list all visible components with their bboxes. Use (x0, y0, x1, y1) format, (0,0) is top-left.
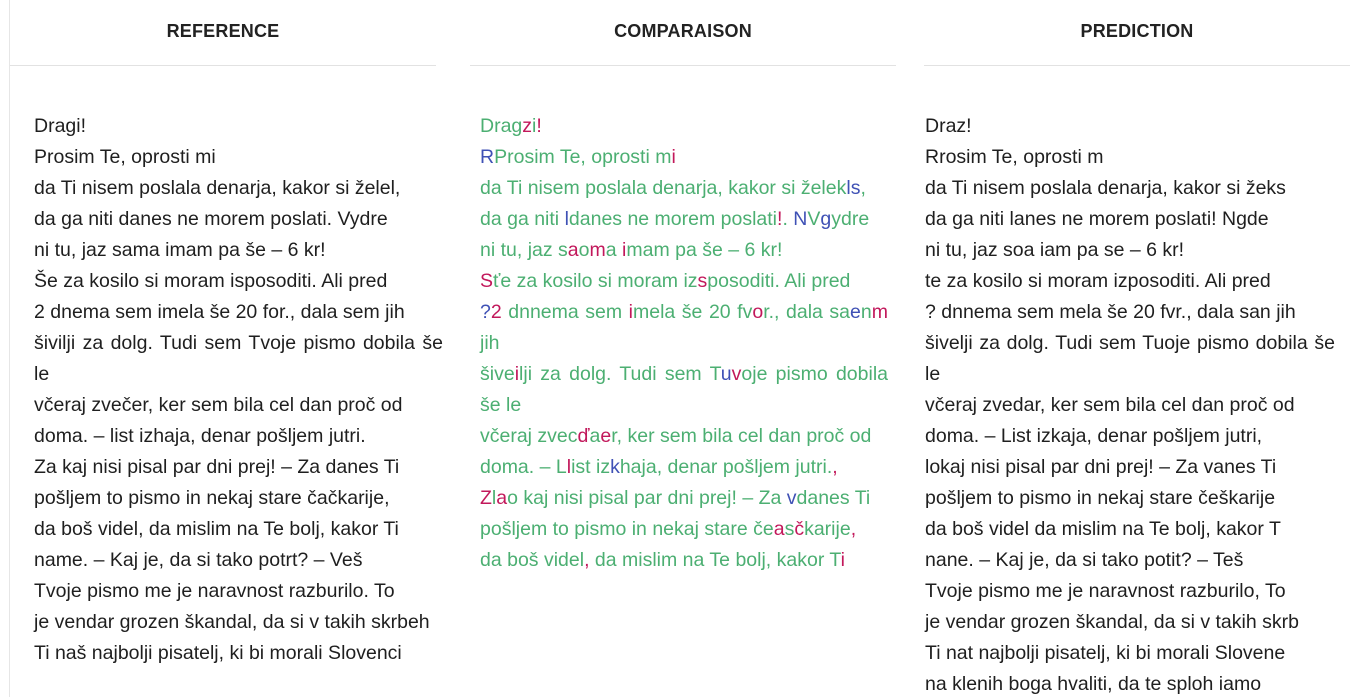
insertion-segment: v (731, 363, 742, 385)
match-segment: ni tu, jaz s (480, 239, 568, 261)
comparison-line (480, 359, 888, 421)
reference-line: Še za kosilo si moram isposoditi. Ali pred (34, 270, 388, 292)
prediction-line: da ga niti lanes ne morem poslati! Ngde (925, 208, 1269, 230)
match-segment: jih (480, 332, 500, 354)
reference-line: je vendar grozen škandal, da si v takih skrbeh (34, 611, 430, 633)
match-segment: r, ker sem bila cel dan proč od (611, 425, 872, 447)
match-segment: danes Ti (796, 487, 871, 509)
insertion-segment: i (622, 239, 627, 261)
prediction-column (925, 0, 1350, 700)
match-segment: da Ti nisem poslala denarja, kakor si želek (480, 177, 847, 199)
prediction-line: ? dnnema sem mela še 20 fvr., dala san jih (925, 301, 1296, 323)
reference-line: da Ti nisem poslala denarja, kakor si želel, (34, 177, 401, 199)
comparison-line (480, 545, 888, 576)
match-segment: karije (804, 518, 851, 540)
reference-text (10, 66, 443, 669)
match-segment: včeraj zvec (480, 425, 578, 447)
insertion-segment: m (589, 239, 606, 261)
match-segment: o (578, 239, 590, 261)
comparison-line (480, 421, 888, 452)
insertion-segment: 2 (490, 301, 502, 323)
comparison-line (480, 514, 888, 545)
comparison-line (480, 173, 888, 204)
deletion-segment: e (850, 301, 861, 323)
comparison-text (470, 66, 888, 576)
match-segment: oje pismo dobila še le (480, 363, 889, 416)
deletion-segment: k (610, 456, 620, 478)
insertion-segment: i (671, 146, 676, 168)
comparison-line (480, 204, 888, 235)
match-segment: e za kosilo si moram iz (500, 270, 698, 292)
match-segment: o kaj nisi pisal par dni prej! – Za (507, 487, 787, 509)
match-segment: l (491, 487, 497, 509)
match-segment: lji za dolg. Tudi sem T (519, 363, 721, 385)
reference-line: Za kaj nisi pisal par dni prej! – Za danes Ti (34, 456, 400, 478)
match-segment: haja, denar pošljem jutri. (619, 456, 833, 478)
reference-line: Dragi! (34, 115, 87, 137)
prediction-line: doma. – List izkaja, denar pošljem jutri, (925, 425, 1263, 447)
prediction-line: je vendar grozen škandal, da si v takih skrb (925, 611, 1299, 633)
match-segment: n (860, 301, 872, 323)
prediction-line: nane. – Kaj je, da si tako potit? – Teš (925, 549, 1244, 571)
deletion-segment: ls (846, 177, 861, 199)
deletion-segment: N (793, 208, 808, 230)
reference-line: da boš videl, da mislim na Te bolj, kakor Ti (34, 518, 399, 540)
reference-line: Tvoje pismo me je naravnost razburilo. To (34, 580, 395, 602)
insertion-segment: m (871, 301, 888, 323)
match-segment: a (605, 239, 623, 261)
match-segment: mam pa še – 6 kr! (626, 239, 783, 261)
prediction-line: Draz! (925, 115, 972, 137)
prediction-line: včeraj zvedar, ker sem bila cel dan proč od (925, 394, 1295, 416)
deletion-segment: u (720, 363, 732, 385)
deletion-segment: R (480, 146, 495, 168)
insertion-segment: a (567, 239, 579, 261)
insertion-segment: S (480, 270, 494, 292)
comparison-line (480, 452, 888, 483)
insertion-segment: i (628, 301, 633, 323)
reference-column (10, 0, 443, 669)
prediction-line: Tvoje pismo me je naravnost razburilo, To (925, 580, 1286, 602)
prediction-line: da Ti nisem poslala denarja, kakor si žeks (925, 177, 1286, 199)
match-segment: posoditi. Ali pred (707, 270, 851, 292)
comparison-line (480, 483, 888, 514)
insertion-segment: a (496, 487, 508, 509)
insertion-segment: ! (536, 115, 542, 137)
insertion-segment: ! (777, 208, 783, 230)
match-segment: i (532, 115, 537, 137)
reference-line: name. – Kaj je, da si tako potrt? – Veš (34, 549, 363, 571)
prediction-text (925, 66, 1335, 700)
comparison-column (470, 0, 896, 576)
match-segment: šive (480, 363, 515, 385)
match-segment: pošljem to pismo in nekaj stare če (480, 518, 774, 540)
comparison-line (480, 111, 888, 142)
reference-line: 2 dnema sem imela še 20 for., dala sem jih (34, 301, 405, 323)
match-segment: V (807, 208, 821, 230)
match-segment: Drag (480, 115, 523, 137)
reference-line: šivilji za dolg. Tudi sem Tvoje pismo dobila še le (34, 332, 443, 385)
prediction-line: pošljem to pismo in nekaj stare češkarije (925, 487, 1276, 509)
prediction-line: Ti nat najbolji pisatelj, ki bi morali Slovene (925, 642, 1286, 664)
comparison-line (480, 266, 888, 297)
comparison-line (480, 142, 888, 173)
match-segment: mela še 20 fv (633, 301, 753, 323)
comparison-line (480, 297, 888, 359)
match-segment: . (782, 208, 794, 230)
insertion-segment: o (752, 301, 764, 323)
reference-line: pošljem to pismo in nekaj stare čačkarije, (34, 487, 390, 509)
match-segment: Prosim Te, oprosti m (494, 146, 672, 168)
reference-line: Prosim Te, oprosti mi (34, 146, 216, 168)
insertion-segment: s (697, 270, 708, 292)
comparison-line (480, 235, 888, 266)
insertion-segment: e (600, 425, 612, 447)
deletion-segment: v (786, 487, 797, 509)
match-segment: ť (493, 270, 501, 292)
match-segment: da ga niti (480, 208, 565, 230)
insertion-segment: Z (480, 487, 492, 509)
match-segment: , (860, 177, 866, 199)
insertion-segment: i (840, 549, 845, 571)
prediction-header: PREDICTION (924, 0, 1350, 66)
match-segment: ist iz (571, 456, 611, 478)
prediction-line: te za kosilo si moram izposoditi. Ali pred (925, 270, 1271, 292)
insertion-segment: ď (577, 425, 590, 447)
prediction-line: Rrosim Te, oprosti m (925, 146, 1104, 168)
deletion-segment: ? (480, 301, 491, 323)
insertion-segment: z (522, 115, 533, 137)
match-segment: s (784, 518, 795, 540)
match-segment: ydre (831, 208, 870, 230)
insertion-segment: , (584, 549, 590, 571)
prediction-line: ni tu, jaz soa iam pa se – 6 kr! (925, 239, 1185, 261)
insertion-segment: l (566, 456, 572, 478)
insertion-segment: , (850, 518, 857, 540)
match-segment: da mislim na Te bolj, kakor T (589, 549, 841, 571)
match-segment: a (589, 425, 601, 447)
reference-line: da ga niti danes ne morem poslati. Vydre (34, 208, 388, 230)
match-segment: doma. – L (480, 456, 567, 478)
deletion-segment: g (820, 208, 832, 230)
match-segment: da boš videl (480, 549, 585, 571)
prediction-line: na klenih boga hvaliti, da te sploh iamo (925, 673, 1262, 695)
reference-line: včeraj zvečer, ker sem bila cel dan proč od (34, 394, 403, 416)
reference-line: ni tu, jaz sama imam pa še – 6 kr! (34, 239, 326, 261)
reference-header: REFERENCE (10, 0, 436, 66)
reference-line: doma. – list izhaja, denar pošljem jutri. (34, 425, 366, 447)
insertion-segment: a (773, 518, 785, 540)
insertion-segment: č (794, 518, 805, 540)
deletion-segment: l (564, 208, 569, 230)
prediction-line: šivelji za dolg. Tudi sem Tuoje pismo dobila še le (925, 332, 1335, 385)
insertion-segment: , (832, 456, 838, 478)
comparison-header: COMPARAISON (470, 0, 896, 66)
match-segment: danes ne morem poslati (568, 208, 778, 230)
insertion-segment: i (514, 363, 520, 385)
match-segment: r., dala sa (763, 301, 851, 323)
prediction-line: lokaj nisi pisal par dni prej! – Za vanes Ti (925, 456, 1277, 478)
prediction-line: da boš videl da mislim na Te bolj, kakor T (925, 518, 1281, 540)
reference-line: Ti naš najbolji pisatelj, ki bi morali Slovenci (34, 642, 402, 664)
match-segment: dnnema sem (501, 301, 629, 323)
